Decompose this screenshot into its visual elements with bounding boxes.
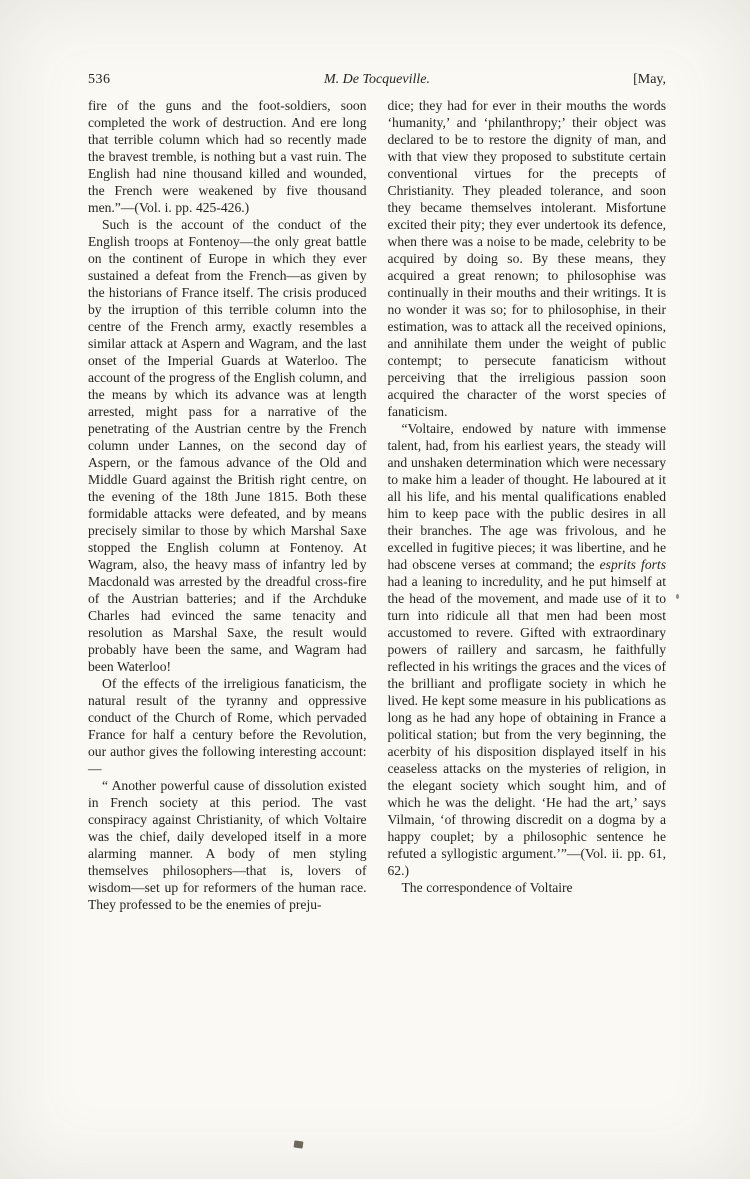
paragraph: fire of the guns and the foot-soldiers, soon completed the work of destruction. And ere long that terrible column which had so recently made the bravest tremble, is nothing but a vast ruin. The English had nine thousand killed and wounded, the French were weakened by five thousand men.”—(Vol. i. pp. 425-426.) xyxy=(88,98,367,215)
running-title: M. De Tocqueville. xyxy=(323,72,430,87)
page-header xyxy=(88,72,666,88)
paragraph-text: “Voltaire, endowed by nature with immense talent, had, from his earliest years, the steady will and unshaken determination which were necessary to make him a leader of thought. He laboured at it all his life, and his mental qualifications enabled him to keep pace with the public desires in all their branches. The age was frivolous, and he excelled in fugitive pieces; it was libertine, and he had obscene verses at command; the xyxy=(387,421,666,572)
scan-artifact xyxy=(676,594,679,599)
paragraph-text: had a leaning to incredulity, and he put himself at the head of the movement, and made use of it to turn into ridicule all that men had been most accustomed to revere. Gifted with extraordinary powers of raillery and sarcasm, he faithfully reflected in his writings the graces and the vices of the brilliant and profligate society in which he lived. He kept some measure in his publications as long as he had any hope of obtaining in France a political station; but from the very beginning, the acerbity of his disposition displayed itself in his ceaseless attacks on the mysteries of religion, in the elegant society which sought him, and of which he was the delight. ‘He had the art,’ says Vilmain, ‘of throwing discredit on a dogma by a happy couplet; by a philosophic sentence he refuted a syllogistic argument.’”—(Vol. ii. pp. 61, 62.) xyxy=(387,574,666,878)
italic-phrase: esprits forts xyxy=(599,557,666,572)
issue-marker: [May, xyxy=(633,72,666,87)
left-column xyxy=(88,97,367,913)
paragraph xyxy=(388,420,667,879)
scan-artifact xyxy=(294,1140,304,1148)
paragraph: “ Another powerful cause of dissolution existed in French society at this period. The vast conspiracy against Christianity, of which Voltaire was the chief, daily developed itself in a more alarming manner. A body of men styling themselves philosophers—that is, lovers of wisdom—set up for reformers of the human race. They professed to be the enemies of preju- xyxy=(88,778,367,912)
paragraph: Such is the account of the conduct of the English troops at Fontenoy—the only great battle on the continent of Europe in which they ever sustained a defeat from the French—as given by the historians of France itself. The crisis produced by the irruption of this terrible column into the centre of the French army, exactly resembles a similar attack at Aspern and Wagram, and the last onset of the Imperial Guards at Waterloo. The account of the progress of the English column, and the means by which its advance was at length arrested, might pass for a narrative of the penetrating of the Austrian centre by the French column under Lannes, on the second day of Aspern, or the famous advance of the Old and Middle Guard against the British right centre, on the evening of the 18th June 1815. Both these formidable attacks were defeated, and by means precisely similar to those by which Marshal Saxe stopped the English column at Fontenoy. At Wagram, also, the heavy mass of infantry led by Macdonald was arrested by the dreadful cross-fire of the Austrian batteries; and if the Archduke Charles had evinced the same tenacity and resolution as Marshal Saxe, the result would probably have been the same, and Wagram had been Waterloo! xyxy=(88,217,367,674)
paragraph: Of the effects of the irreligious fanaticism, the natural result of the tyranny and oppressive conduct of the Church of Rome, which pervaded France for half a century before the Revolution, our author gives the following interesting account:— xyxy=(88,676,367,776)
text-body xyxy=(88,97,666,913)
paragraph: dice; they had for ever in their mouths the words ‘humanity,’ and ‘philanthropy;’ their object was declared to be to restore the dignity of man, and with that view they proposed to substitute certain conventional virtues for the precepts of Christianity. They pleaded tolerance, and soon they became themselves intolerant. Misfortune excited their pity; they ever undertook its defence, when there was a noise to be made, celebrity to be acquired by doing so. By these means, they acquired a great renown; to philosophise was continually in their mouths and their writings. It is no wonder it was so; for to philosophise, in their estimation, was to attack all the received opinions, and annihilate them under the weight of public contempt; to persecute fanaticism without perceiving that the irreligious passion soon acquired the character of the worst species of fanaticism. xyxy=(387,98,666,419)
right-column xyxy=(388,97,667,913)
paragraph: The correspondence of Voltaire xyxy=(401,880,573,895)
page-number: 536 xyxy=(88,72,111,87)
